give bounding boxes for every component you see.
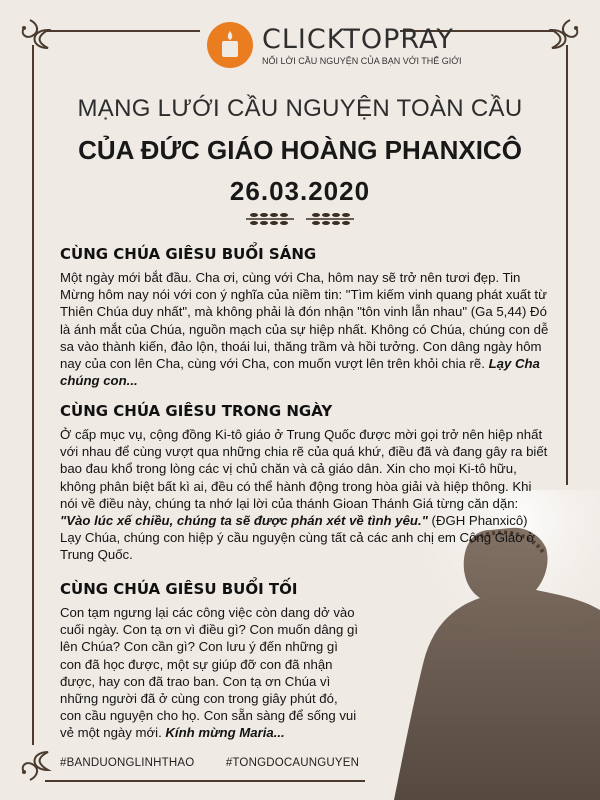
bottom-left-corner-icon (10, 742, 58, 790)
section-morning-heading: CÙNG CHÚA GIÊSU BUỔI SÁNG (60, 245, 317, 263)
frame-top-left-line (45, 30, 200, 32)
hashtag-tongdocaunguyen: #TONGDOCAUNGUYEN (225, 757, 360, 769)
section-day-text (60, 426, 550, 564)
section-day (60, 402, 550, 564)
section-day-body2: Lạy Chúa, chúng con hiệp ý cầu nguyện cùng tất cả các anh chị em Công Giáo ở Trung Quốc. (60, 530, 535, 563)
section-morning-text (60, 269, 550, 389)
section-day-heading: CÙNG CHÚA GIÊSU TRONG NGÀY (60, 402, 333, 420)
laurel-divider-icon (240, 208, 360, 230)
section-morning-body: Một ngày mới bắt đầu. Cha ơi, cùng với Cha, hôm nay sẽ trở nên tươi đẹp. Tin Mừng hôm nay nói với con ý nghĩa của niềm tin: "Tìm kiếm vinh quang phát xuất từ Thiên Chúa duy nhất", mà không phải là đón nhận "tôn vinh lẫn nhau" (Ga 5,44) Đó là ánh mắt của Chúa, nguồn mạch của sự hiệp nhất. Không có Chúa, chúng con dễ sa vào thành kiến, đảo lộn, thoái lui, thăng trầm và hồi tưởng. Con dâng ngày hôm nay của con lên Cha, cùng với Cha, con muốn vượt lên trên khỏi chia rẽ. (60, 270, 549, 372)
candle-icon (207, 22, 253, 68)
section-day-attribution: (ĐGH Phanxicô) (427, 513, 528, 529)
section-day-quote: "Vào lúc xế chiều, chúng ta sẽ được phán xét về tình yêu." (60, 513, 428, 529)
section-evening-body: Con tạm ngưng lại các công việc còn dang dở vào cuối ngày. Con tạ ơn vì điều gì? Con muốn dâng gì lên Chúa? Con cần gì? Con lưu ý đến những gì con đã học được, một sự giúp đỡ con đã nhận được, hay con đã trao ban. Con tạ ơn Chúa vì những người đã ở cùng con trong giây phút đó, con cầu nguyện cho họ. Con sẵn sàng để sống vui vẻ một ngày mới. (60, 605, 358, 741)
brand-tagline: NỐI LỜI CẦU NGUYỆN CỦA BẠN VỚI THẾ GIỚI (262, 56, 462, 66)
section-evening-text (60, 604, 360, 742)
frame-bottom-line (45, 780, 365, 782)
section-day-body: Ở cấp mục vụ, cộng đồng Ki-tô giáo ở Trung Quốc được mời gọi trở nên hiệp nhất với nhau để cùng vượt qua những chia rẽ của quá khứ, điều đã và đang gây ra biết bao đau khổ trong lòng các vị chủ chăn và cả giáo dân. Xin cho mọi Ki-tô hữu, không phân biệt bất kì ai, đều có thể hành động trong hòa giải và hiệp thông. Khi nói về điều này, chúng ta nhớ lại lời của thánh Gioan Thánh Giá từng căn dặn: (60, 427, 548, 511)
section-morning (60, 245, 550, 389)
section-morning-closing: Lạy Cha chúng con... (60, 356, 540, 389)
page-date: 26.03.2020 (229, 176, 371, 206)
brand-name: CLICKTOPRAY (262, 24, 454, 55)
hashtag-bar (60, 757, 387, 769)
section-evening-heading: CÙNG CHÚA GIÊSU BUỔI TỐI (60, 580, 298, 598)
top-right-corner-icon (542, 10, 590, 58)
section-evening (60, 580, 360, 742)
page-title-line1: MẠNG LƯỚI CẦU NGUYỆN TOÀN CẦU (77, 95, 523, 122)
clicktopray-logo-icon (207, 22, 253, 68)
top-left-corner-icon (10, 10, 58, 58)
section-evening-closing: Kính mừng Maria... (165, 725, 285, 741)
hashtag-banduonglinhthao: #BANDUONGLINHTHAO (60, 757, 195, 769)
page-title-line2: CỦA ĐỨC GIÁO HOÀNG PHANXICÔ (78, 135, 522, 165)
